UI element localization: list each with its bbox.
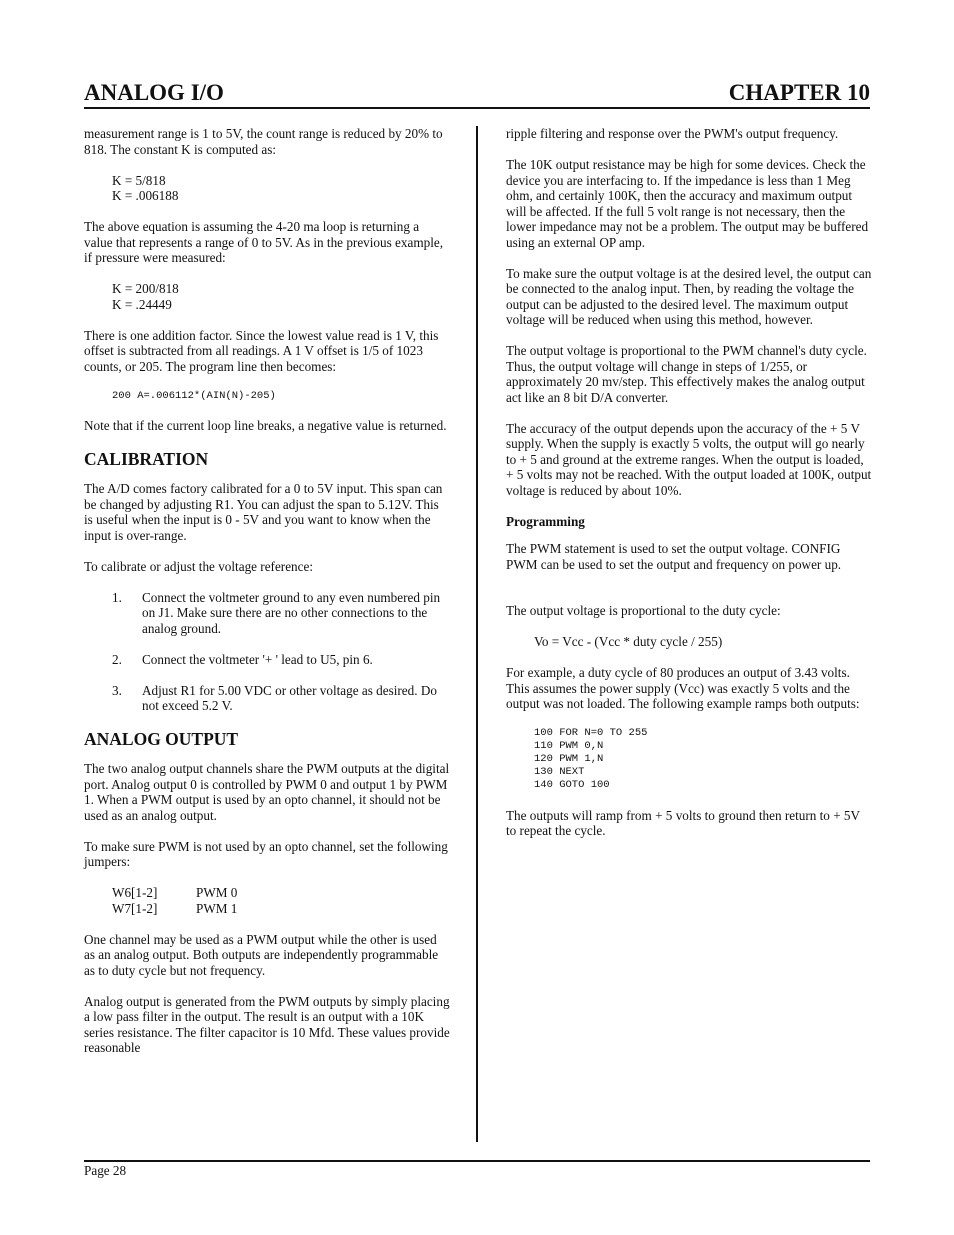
paragraph: The A/D comes factory calibrated for a 0 to 5V input. This span can be changed by adjusting R1. You can adjust the span to 5.12V. This is useful when the input is 0 - 5V and you want to know when the input is over-range. bbox=[84, 481, 443, 543]
equation-line: K = 5/818 bbox=[112, 172, 166, 188]
jumper-id: W6[1-2] bbox=[112, 885, 158, 900]
equation-line: K = 200/818 bbox=[112, 281, 179, 296]
header-rule bbox=[84, 107, 870, 109]
jumper-row bbox=[112, 901, 450, 917]
calibration-heading: CALIBRATION bbox=[84, 449, 209, 469]
paragraph: One channel may be used as a PWM output while the other is used as an analog output. Both outputs are independently programmable as to duty cycle but not frequency. bbox=[84, 931, 439, 978]
paragraph: To make sure the output voltage is at the desired level, the output can be connected to the analog input. Then, by reading the voltage the output can be adjusted to the desired level. The maximum output voltage will be reduced when using this method, however. bbox=[506, 265, 872, 327]
paragraph: ripple filtering and response over the PWM's output frequency. bbox=[506, 126, 839, 141]
step-text: Connect the voltmeter '+ ' lead to U5, pin 6. bbox=[142, 651, 373, 667]
paragraph: measurement range is 1 to 5V, the count range is reduced by 20% to 818. The constant K is computed as: bbox=[84, 126, 443, 157]
jumper-row bbox=[112, 885, 450, 901]
jumper-id: W7[1-2] bbox=[112, 900, 158, 916]
list-item bbox=[84, 590, 450, 637]
paragraph: There is one addition factor. Since the lowest value read is 1 V, this offset is subtracted from all readings. A 1 V offset is 1/5 of 1023 counts, or 205. The program line then becomes: bbox=[84, 327, 439, 374]
paragraph: For example, a duty cycle of 80 produces an output of 3.43 volts. This assumes the power supply (Vcc) was exactly 5 volts and the output was not loaded. The following example ramps both outputs: bbox=[506, 665, 860, 711]
step-number: 1. bbox=[112, 589, 122, 605]
page-number: Page 28 bbox=[84, 1163, 127, 1178]
paragraph: The two analog output channels share the PWM outputs at the digital port. Analog output 0 is controlled by PWM 0 and output 1 by PWM 1. When a PWM output is used by an opto channel, it should not be used as an analog output. bbox=[84, 761, 450, 823]
chapter-title: CHAPTER 10 bbox=[728, 80, 870, 105]
paragraph: Analog output is generated from the PWM outputs by simply placing a low pass filter in the output. The result is an output with a 10K series resistance. The filter capacitor is 10 Mfd. These values provide reasonable bbox=[84, 993, 450, 1055]
jumper-table bbox=[112, 885, 450, 916]
paragraph: To calibrate or adjust the voltage reference: bbox=[84, 558, 314, 574]
left-column bbox=[84, 126, 450, 1071]
section-title: ANALOG I/O bbox=[84, 80, 224, 105]
equation-line: K = .006188 bbox=[112, 188, 179, 203]
paragraph: The PWM statement is used to set the output voltage. CONFIG PWM can be used to set the output and frequency on power up. bbox=[506, 541, 842, 572]
page-header bbox=[84, 78, 870, 108]
paragraph: The outputs will ramp from + 5 volts to ground then return to + 5V to repeat the cycle. bbox=[506, 807, 860, 838]
code-line: 200 A=.006112*(AIN(N)-205) bbox=[112, 389, 276, 402]
paragraph: The output voltage is proportional to the PWM channel's duty cycle. Thus, the output voltage will change in steps of 1/255, or approximately 20 mv/step. This effectively makes the analog output act like an 8 bit D/A converter. bbox=[506, 343, 867, 405]
footer-rule bbox=[84, 1160, 870, 1162]
code-line: 130 NEXT bbox=[534, 766, 585, 778]
code-line: 110 PWM 0,N bbox=[534, 740, 604, 752]
column-divider bbox=[476, 126, 478, 1142]
analog-output-heading: ANALOG OUTPUT bbox=[84, 729, 239, 749]
list-item bbox=[84, 683, 450, 714]
right-column bbox=[506, 126, 872, 854]
equation-block bbox=[112, 281, 450, 312]
jumper-label: PWM 1 bbox=[196, 900, 238, 916]
code-block bbox=[534, 727, 872, 792]
equation-line: K = .24449 bbox=[112, 296, 172, 312]
equation-block bbox=[112, 173, 450, 204]
paragraph: The 10K output resistance may be high for some devices. Check the device you are interfacing to. If the impedance is less than 1 Meg ohm, and certainly 100K, then the accuracy and maximum output will be affected. If the full 5 volt range is not necessary, then the lower impedance may not be a problem. The output may be buffered using an external OP amp. bbox=[506, 157, 869, 250]
paragraph: The above equation is assuming the 4-20 ma loop is returning a value that represents a range of 0 to 5V. As in the previous example, if pressure were measured: bbox=[84, 219, 444, 265]
step-number: 3. bbox=[112, 682, 122, 698]
step-text: Connect the voltmeter ground to any even numbered pin on J1. Make sure there are no other connections to the analog ground. bbox=[142, 589, 441, 636]
paragraph: To make sure PWM is not used by an opto channel, set the following jumpers: bbox=[84, 838, 448, 869]
code-line: 120 PWM 1,N bbox=[534, 753, 604, 765]
step-number: 2. bbox=[112, 651, 122, 667]
paragraph: The accuracy of the output depends upon the accuracy of the + 5 V supply. When the supply is exactly 5 volts, the output will go nearly to + 5 and ground at the extreme ranges. When the output is loaded, + 5 volts may not be reached. With the output loaded at 100K, output voltage is reduced by about 10%. bbox=[506, 420, 872, 498]
programming-heading: Programming bbox=[506, 513, 585, 529]
code-line: 140 GOTO 100 bbox=[534, 779, 610, 791]
calibration-steps bbox=[84, 590, 450, 714]
paragraph: Note that if the current loop line breaks, a negative value is returned. bbox=[84, 418, 447, 433]
list-item bbox=[84, 652, 450, 668]
jumper-label: PWM 0 bbox=[196, 885, 238, 900]
step-text: Adjust R1 for 5.00 VDC or other voltage as desired. Do not exceed 5.2 V. bbox=[142, 682, 437, 713]
code-line: 100 FOR N=0 TO 255 bbox=[534, 727, 648, 739]
formula: Vo = Vcc - (Vcc * duty cycle / 255) bbox=[534, 634, 723, 649]
paragraph: The output voltage is proportional to the duty cycle: bbox=[506, 603, 781, 618]
